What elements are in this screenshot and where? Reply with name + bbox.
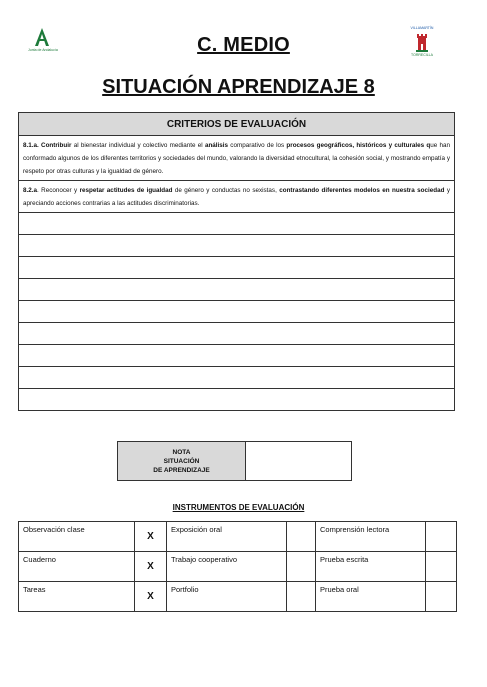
instrument-row (19, 522, 457, 552)
empty-criterion-cell[interactable] (19, 213, 455, 235)
instrument-check-cell[interactable]: X (135, 552, 167, 582)
instrument-label: Portfolio (167, 582, 287, 612)
empty-criterion-cell[interactable] (19, 279, 455, 301)
criterion-segment: de género y conductas no sexistas, (172, 187, 280, 194)
empty-criterion-row (19, 213, 455, 235)
empty-criterion-cell[interactable] (19, 301, 455, 323)
empty-criterion-cell[interactable] (19, 257, 455, 279)
instrument-check-cell[interactable] (287, 552, 316, 582)
criterion-segment: procesos geográficos, históricos y culturales q (286, 142, 431, 149)
grade-label-line-3: DE APRENDIZAJE (153, 466, 210, 474)
grade-label-line-2: SITUACIÓN (163, 457, 200, 465)
junta-logo-caption: Junta de Andalucía (28, 48, 58, 52)
instrument-row (19, 582, 457, 612)
instrument-label: Exposición oral (167, 522, 287, 552)
crest-bottom-text: TORRECILLA (411, 53, 433, 57)
empty-criterion-cell[interactable] (19, 323, 455, 345)
grade-label (118, 442, 246, 481)
criterion-segment: análisis (204, 142, 229, 149)
criterion-segment: Contribuir (41, 142, 72, 149)
criterion-row (19, 136, 455, 181)
empty-criterion-row (19, 235, 455, 257)
instrument-label: Tareas (19, 582, 135, 612)
instrument-check-cell[interactable]: X (135, 522, 167, 552)
instrument-check-cell[interactable] (426, 552, 457, 582)
empty-criterion-row (19, 323, 455, 345)
criterion-text (19, 181, 455, 213)
page-subtitle: SITUACIÓN APRENDIZAJE 8 (102, 76, 375, 98)
instrument-check-cell[interactable] (287, 582, 316, 612)
empty-criterion-row (19, 389, 455, 411)
criterion-segment: respetar actitudes de igualdad (79, 187, 173, 194)
criterion-segment: 8.1.a. (23, 142, 39, 149)
criterion-text (19, 136, 455, 181)
instrument-label: Prueba oral (316, 582, 426, 612)
instrument-check-cell[interactable] (426, 522, 457, 552)
criterion-segment: contrastando diferentes modelos en nuestra sociedad (279, 187, 445, 194)
criterion-row (19, 181, 455, 213)
empty-criterion-row (19, 257, 455, 279)
criterion-segment: 8.2.a (23, 187, 38, 194)
empty-criterion-row (19, 301, 455, 323)
empty-criterion-cell[interactable] (19, 367, 455, 389)
crest-top-text: VILLAMARTÍN (410, 26, 434, 30)
criteria-header-row (19, 113, 455, 136)
empty-criterion-row (19, 367, 455, 389)
empty-criterion-cell[interactable] (19, 389, 455, 411)
instrument-check-cell[interactable] (287, 522, 316, 552)
instruments-table (18, 521, 457, 612)
criterion-segment: y apreciando acciones contrarias a las actitudes discriminatorias. (23, 187, 450, 207)
empty-criterion-cell[interactable] (19, 345, 455, 367)
criterion-segment: comparativo de los (228, 142, 287, 149)
instrument-row (19, 552, 457, 582)
instrument-label: Trabajo cooperativo (167, 552, 287, 582)
instrument-label: Cuaderno (19, 552, 135, 582)
empty-criterion-row (19, 279, 455, 301)
page-title: C. MEDIO (197, 34, 290, 56)
instrument-label: Comprensión lectora (316, 522, 426, 552)
criterion-segment: . Reconocer y (37, 187, 80, 194)
empty-criterion-row (19, 345, 455, 367)
instruments-heading: INSTRUMENTOS DE EVALUACIÓN (172, 503, 305, 512)
grade-value-field[interactable] (246, 442, 352, 481)
criteria-table (18, 112, 455, 411)
criterion-segment: ue han conformado algunos de los diferentes territorios y sociedades del mundo, valorando la diversidad etnocultural, la cohesión social, y mostrando empatía y respeto por otras culturas y la igualdad de género. (23, 142, 451, 175)
instrument-label: Observación clase (19, 522, 135, 552)
grade-box (117, 441, 352, 481)
instrument-label: Prueba escrita (316, 552, 426, 582)
instrument-check-cell[interactable]: X (135, 582, 167, 612)
criterion-segment: al bienestar individual y colectivo mediante el (71, 142, 205, 149)
grade-label-line-1: NOTA (172, 448, 191, 456)
instrument-check-cell[interactable] (426, 582, 457, 612)
empty-criterion-cell[interactable] (19, 235, 455, 257)
criteria-heading: CRITERIOS DE EVALUACIÓN (19, 113, 455, 136)
